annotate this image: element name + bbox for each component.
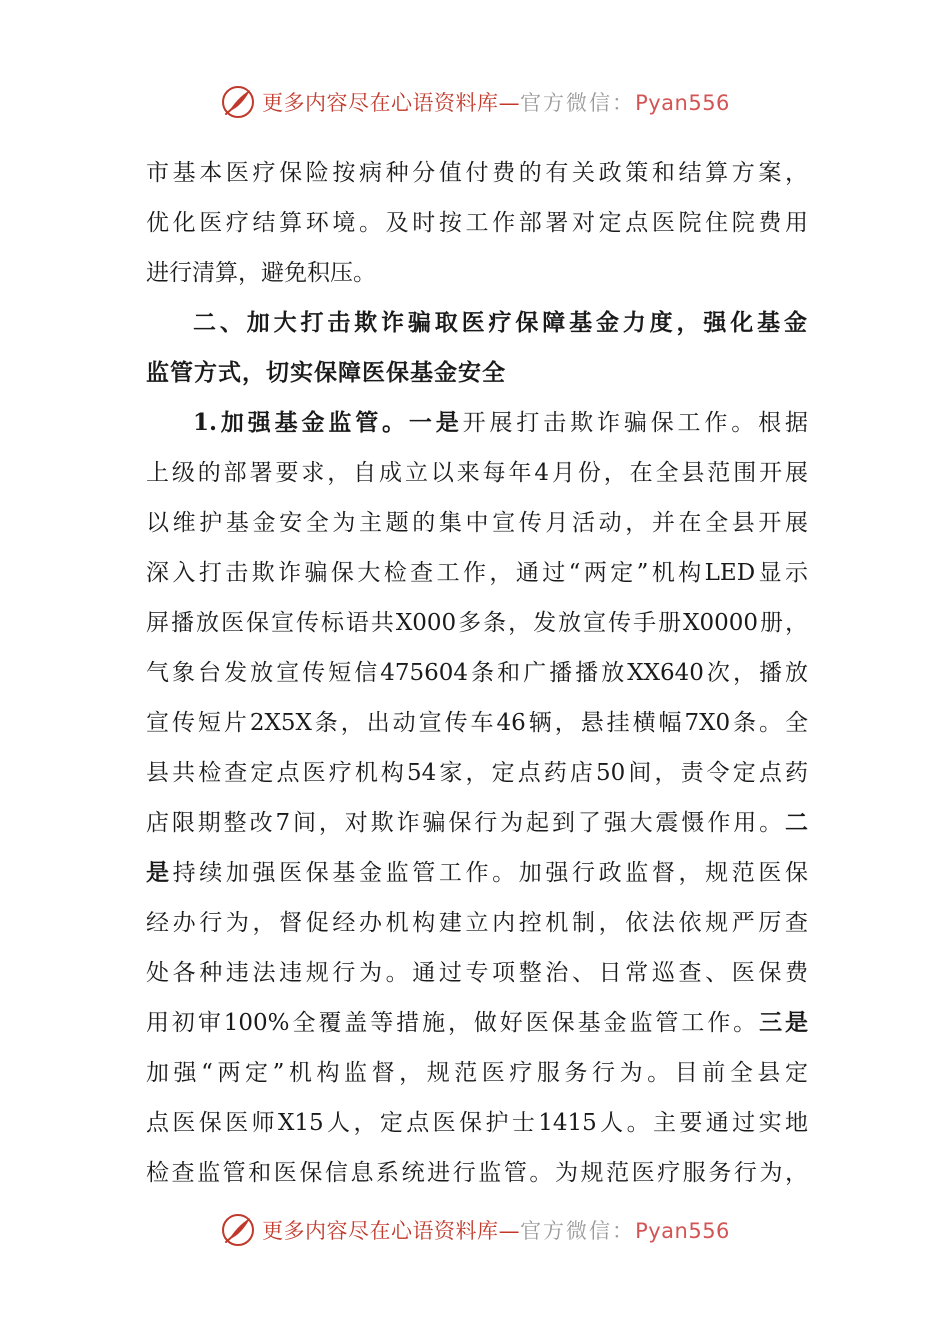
text-line: 气象台发放宣传短信475604条和广播播放XX640次，播放 xyxy=(146,660,808,686)
text-line: 屏播放医保宣传标语共X000多条，发放宣传手册X0000册， xyxy=(146,610,808,636)
text-line: 以维护基金安全为主题的集中宣传月活动，并在全县开展 xyxy=(146,510,808,536)
text-line xyxy=(146,798,808,848)
watermark-dash: — xyxy=(498,1219,521,1243)
text-line: 上级的部署要求，自成立以来每年4月份，在全县范围开展 xyxy=(146,460,808,486)
watermark-dash: — xyxy=(498,91,521,115)
marker-er-shi-part1: 二 xyxy=(785,809,808,836)
watermark-main-text: 更多内容尽在心语资料库 xyxy=(262,1219,499,1243)
text-line: 宣传短片2X5X条，出动宣传车46辆，悬挂横幅7X0条。全 xyxy=(146,710,808,736)
quill-logo-icon xyxy=(220,84,256,120)
marker-yi-shi: 一是 xyxy=(408,409,463,436)
text-line: 处各种违法违规行为。通过专项整治、日常巡查、医保费 xyxy=(146,960,808,986)
section-heading-line: 监管方式，切实保障医保基金安全 xyxy=(146,359,506,386)
watermark-label: 官方微信： xyxy=(520,1219,636,1243)
text-line xyxy=(146,848,808,898)
watermark-banner-top xyxy=(0,80,950,124)
watermark-banner-bottom xyxy=(0,1208,950,1252)
paragraph-title: 1.加强基金监管。 xyxy=(193,409,409,436)
text-line: 检查监管和医保信息系统进行监管。为规范医疗服务行为， xyxy=(146,1160,808,1186)
text-line: 县共检查定点医疗机构54家，定点药店50间，责令定点药 xyxy=(146,760,808,786)
text-line: 市基本医疗保险按病种分值付费的有关政策和结算方案， xyxy=(146,160,808,186)
watermark-label: 官方微信： xyxy=(520,91,636,115)
text-line xyxy=(146,998,808,1048)
text-line: 点医保医师X15人，定点医保护士1415人。主要通过实地 xyxy=(146,1110,808,1136)
paragraph-first-line xyxy=(146,398,808,448)
section-heading-line: 二、加大打击欺诈骗取医疗保障基金力度，强化基金 xyxy=(193,309,808,336)
text-line: 深入打击欺诈骗保大检查工作，通过“两定”机构LED显示 xyxy=(146,560,808,586)
watermark-wechat-id: Pyan556 xyxy=(635,1219,730,1243)
quill-logo-icon xyxy=(220,1212,256,1248)
text-segment: 用初审100%全覆盖等措施，做好医保基金监管工作。 xyxy=(146,1010,760,1036)
paragraph-text: 开展打击欺诈骗保工作。根据 xyxy=(462,410,808,436)
text-segment: 持续加强医保基金监管工作。加强行政监督，规范医保 xyxy=(172,860,808,886)
watermark-main-text: 更多内容尽在心语资料库 xyxy=(262,91,499,115)
text-line: 进行清算，避免积压。 xyxy=(146,260,376,286)
document-body xyxy=(146,148,808,1198)
watermark-wechat-id: Pyan556 xyxy=(635,91,730,115)
marker-san-shi: 三是 xyxy=(759,1009,808,1036)
text-line: 加强“两定”机构监督，规范医疗服务行为。目前全县定 xyxy=(146,1060,808,1086)
text-line: 优化医疗结算环境。及时按工作部署对定点医院住院费用 xyxy=(146,210,808,236)
marker-er-shi-part2: 是 xyxy=(146,859,173,886)
text-line: 经办行为，督促经办机构建立内控机制，依法依规严厉查 xyxy=(146,910,808,936)
text-segment: 店限期整改7间，对欺诈骗保行为起到了强大震慑作用。 xyxy=(146,810,785,836)
